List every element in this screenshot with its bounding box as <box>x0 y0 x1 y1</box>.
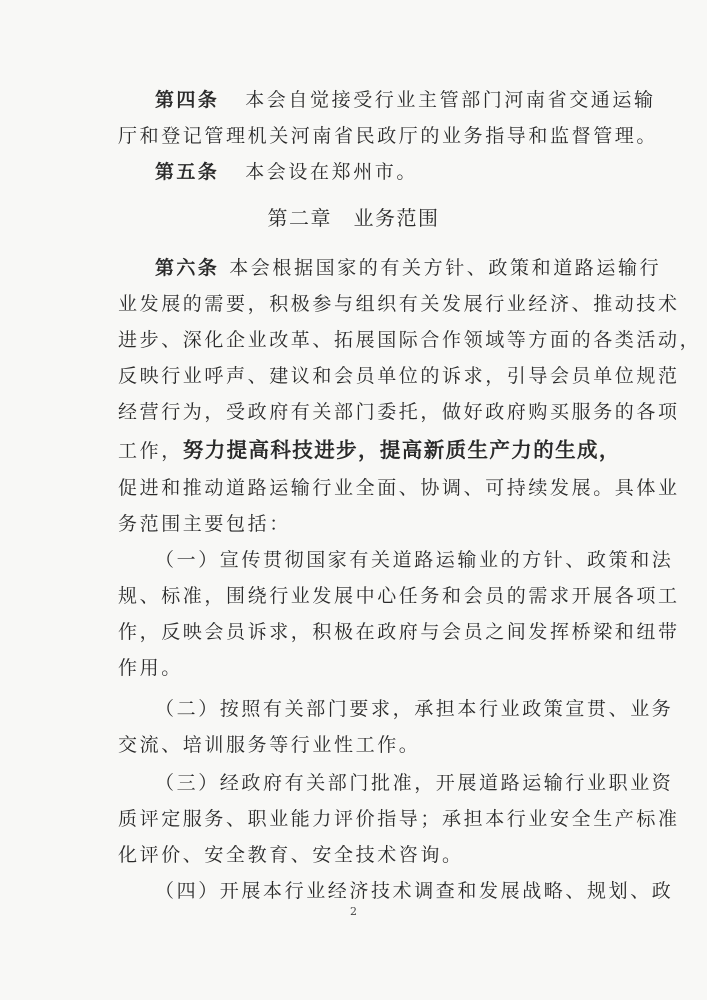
item1-line3: 作，反映会员诉求，积极在政府与会员之间发挥桥梁和纽带 <box>118 621 680 643</box>
item2-line2: 交流、培训服务等行业性工作。 <box>118 734 421 756</box>
article6-line1 <box>155 256 662 280</box>
article4-label: 第四条 <box>155 89 220 111</box>
article5-text: 本会设在郑州市。 <box>245 161 419 183</box>
chapter-heading: 第二章 业务范围 <box>267 206 440 230</box>
item3-line2: 质评定服务、职业能力评价指导；承担本行业安全生产标准 <box>118 808 680 830</box>
article6-bold-phrase: 努力提高科技进步，提高新质生产力的生成， <box>182 438 621 462</box>
article6-line8: 务范围主要包括： <box>118 513 291 535</box>
item3-line1: （三）经政府有关部门批准，开展道路运输行业职业资 <box>155 772 674 794</box>
item1-line2: 规、标准，围绕行业发展中心任务和会员的需求开展各项工 <box>118 585 680 607</box>
page-number: 2 <box>350 905 357 918</box>
item4-line1: （四）开展本行业经济技术调查和发展战略、规划、政 <box>155 880 674 902</box>
article6-line4: 反映行业呼声、建议和会员单位的诉求，引导会员单位规范 <box>118 365 680 387</box>
item1-line4: 作用。 <box>118 657 183 679</box>
article6-label: 第六条 <box>155 257 220 279</box>
article6-line2: 业发展的需要，积极参与组织有关发展行业经济、推动技术 <box>118 293 680 315</box>
article6-line6-start: 工作， <box>118 440 183 462</box>
item2-line1: （二）按照有关部门要求，承担本行业政策宣贯、业务 <box>155 698 674 720</box>
article6-text: 本会根据国家的有关方针、政策和道路运输行 <box>229 257 662 279</box>
item1-line1: （一）宣传贯彻国家有关道路运输业的方针、政策和法 <box>155 549 674 571</box>
article4-text: 本会自觉接受行业主管部门河南省交通运输 <box>245 89 656 111</box>
item3-line3: 化评价、安全教育、安全技术咨询。 <box>118 844 464 866</box>
article6-line5: 经营行为，受政府有关部门委托，做好政府购买服务的各项 <box>118 401 680 423</box>
article4-line1 <box>155 88 655 112</box>
article4-line2: 厅和登记管理机关河南省民政厅的业务指导和监督管理。 <box>118 125 659 147</box>
article5-label: 第五条 <box>155 161 220 183</box>
article6-line7: 促进和推动道路运输行业全面、协调、可持续发展。具体业 <box>118 477 680 499</box>
article6-line6 <box>118 438 621 463</box>
article6-line3: 进步、深化企业改革、拓展国际合作领域等方面的各类活动， <box>118 329 702 351</box>
article5-line <box>155 160 655 184</box>
